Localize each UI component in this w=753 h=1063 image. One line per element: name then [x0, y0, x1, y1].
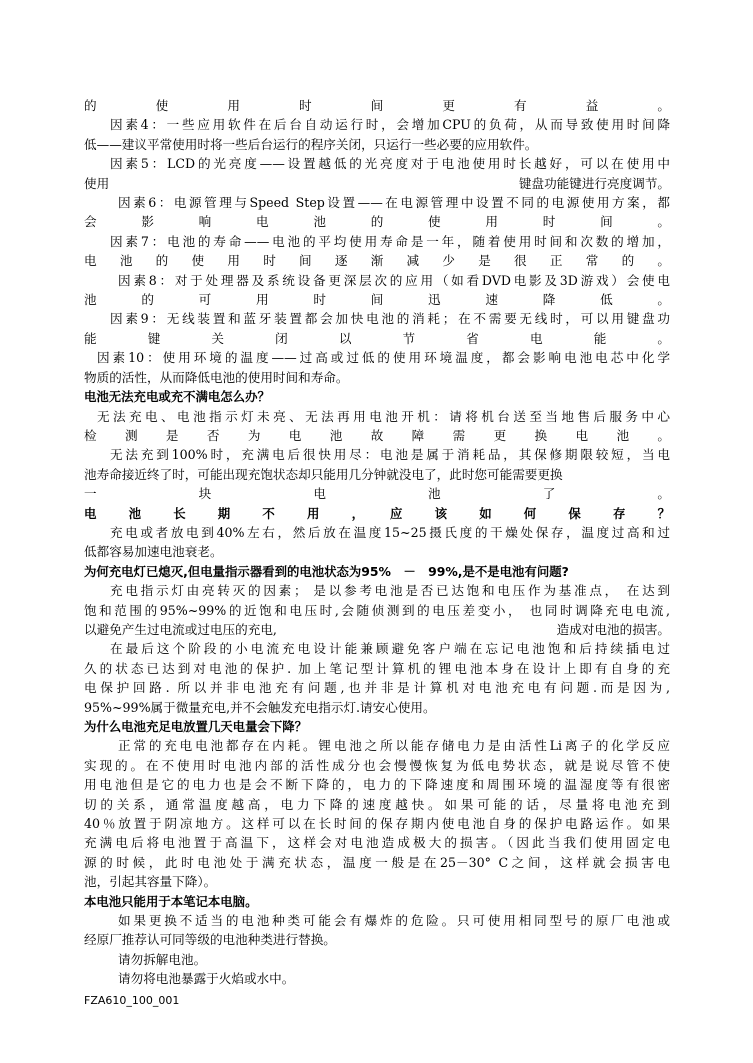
text-line: 物质的活性，从而降低电池的使用时间和寿命。: [84, 369, 349, 385]
text-line: 久的状态已达到对电池的保护. 加上笔记型计算机的锂电池本身在设计上即有自身的充: [84, 660, 670, 676]
section-heading: 为什么电池充足电放置几天电量会下降？: [84, 719, 308, 734]
text-line: 因素6：电源管理与Speed Step设置——在电源管理中设置不同的电源使用方案，都: [118, 195, 670, 211]
section-heading: 电 池 长 期 不 用 ， 应 该 如 何 保 存 ？: [84, 505, 670, 521]
text-fragment: 造成对电池的损害。: [556, 621, 670, 637]
text-line: 实现的。在不使用时电池内部的活性成分也会慢慢恢复为低电势状态，就是说尽管不使: [84, 757, 670, 773]
text-line: 会 影 响 电 池 的 使 用 时 间 。: [84, 214, 670, 230]
text-line: 因素5：LCD的光亮度——设置越低的光亮度对于电池使用时长越好，可以在使用中: [110, 156, 670, 172]
text-line: 因素7：电池的寿命——电池的平均使用寿命是一年，随着使用时间和次数的增加，: [110, 233, 670, 249]
text-line: 能 键 关 闭 以 节 省 电 能 。: [84, 330, 670, 346]
text-line: [84, 620, 670, 639]
text-line: 的 使 用 时 间 更 有 益 。: [84, 98, 670, 113]
text-line: 95%~99%属于微量充电,并不会触发充电指示灯.请安心使用。: [84, 699, 436, 715]
section-heading: 为何充电灯已熄灭,但电量指示器看到的电池状态为95% － 99%,是不是电池有问题?: [84, 563, 569, 579]
text-line: 因素9：无线装置和蓝牙装置都会加快电池的消耗；在不需要无线时，可以用键盘功: [110, 311, 670, 327]
text-fragment: 以避免产生过电流或过电压的充电,: [84, 621, 277, 637]
text-line: 请勿将电池暴露于火焰或水中。: [118, 971, 295, 987]
text-line: 40％放置于阴凉地方。这样可以在长时间的保存期内使电池自身的保护电路运作。如果: [84, 816, 670, 832]
text-line: 因素4：一些应用软件在后台自动运行时，会增加CPU的负荷，从而导致使用时间降: [110, 117, 670, 133]
text-line: 池 的 可 用 时 间 迅 速 降 低 。: [84, 292, 670, 308]
text-line: 因素8：对于处理器及系统设备更深层次的应用（如看DVD电影及3D游戏）会使电: [118, 272, 670, 288]
text-line: 一 块 电 池 了 。: [84, 486, 670, 502]
text-line: 无法充到100%时，充满电后很快用尽：电池是属于消耗品，其保修期限较短，当电: [110, 447, 670, 463]
document-body: [84, 96, 670, 989]
text-line: 正常的充电电池都存在内耗。锂电池之所以能存储电力是由活性Li离子的化学反应: [118, 738, 670, 754]
text-line: 电保护回路. 所以并非电池充有问题,也并非是计算机对电池充电有问题.而是因为,: [84, 680, 670, 696]
text-line: 用电池但是它的电力也是会不断下降的，电力的下降速度和周围环境的温湿度等有很密: [84, 777, 670, 793]
text-line: 切的关系，通常温度越高，电力下降的速度越快。如果可能的话，尽量将电池充到: [84, 796, 670, 812]
document-footer-code: FZA610_100_001: [84, 994, 180, 1007]
text-fragment: 使用: [84, 175, 110, 191]
text-line: 低都容易加速电池衰老。: [84, 544, 223, 560]
text-line: 经原厂推荐认可同等级的电池种类进行替换。: [84, 932, 336, 948]
text-line: 检 测 是 否 为 电 池 故 障 需 更 换 电 池 。: [84, 427, 670, 443]
text-line: 低——建议平常使用时将一些后台运行的程序关闭，只运行一些必要的应用软件。: [84, 136, 538, 152]
text-line: 因素10：使用环境的温度——过高或过低的使用环境温度，都会影响电池电芯中化学: [97, 350, 670, 366]
text-line: 充电或者放电到40%左右，然后放在温度15~25摄氏度的干燥处保存，温度过高和过: [110, 524, 670, 540]
text-line: 饱和范围的95%~99%的近饱和电压时,会随侦测到的电压差变小， 也同时调降充电电流,: [84, 602, 670, 618]
text-line: 如果更换不适当的电池种类可能会有爆炸的危险。只可使用相同型号的原厂电池或: [118, 913, 670, 929]
text-line: 在最后这个阶段的小电流充电设计能兼顾避免客户端在忘记电池饱和后持续插电过: [110, 641, 670, 657]
text-line: 充电指示灯由亮转灭的因素； 是以参考电池是否已达饱和电压作为基准点， 在达到: [110, 583, 670, 599]
text-line: 充满电后将电池置于高温下，这样会对电池造成极大的损害。（因此当我们使用固定电: [84, 835, 670, 851]
text-line: 源的时候，此时电池处于满充状态，温度一般是在25－30° C之间，这样就会损害电: [84, 854, 670, 870]
text-line: 无法充电、电池指示灯未亮、无法再用电池开机：请将机台送至当地售后服务中心: [97, 408, 670, 424]
text-line: 请勿拆解电池。: [118, 951, 207, 967]
text-line: [84, 174, 670, 193]
text-fragment: 键盘功能键进行亮度调节。: [518, 175, 670, 191]
section-heading: 电池无法充电或充不满电怎么办？: [84, 389, 270, 405]
text-line: 池，引起其容量下降）。: [84, 874, 217, 890]
text-line: 电 池 的 使 用 时 间 逐 渐 减 少 是 很 正 常 的 。: [84, 253, 670, 269]
section-heading: 本电池只能用于本笔记本电脑。: [84, 893, 258, 909]
text-line: 池寿命接近终了时，可能出现充饱状态却只能用几分钟就没电了，此时您可能需要更换: [84, 466, 563, 482]
